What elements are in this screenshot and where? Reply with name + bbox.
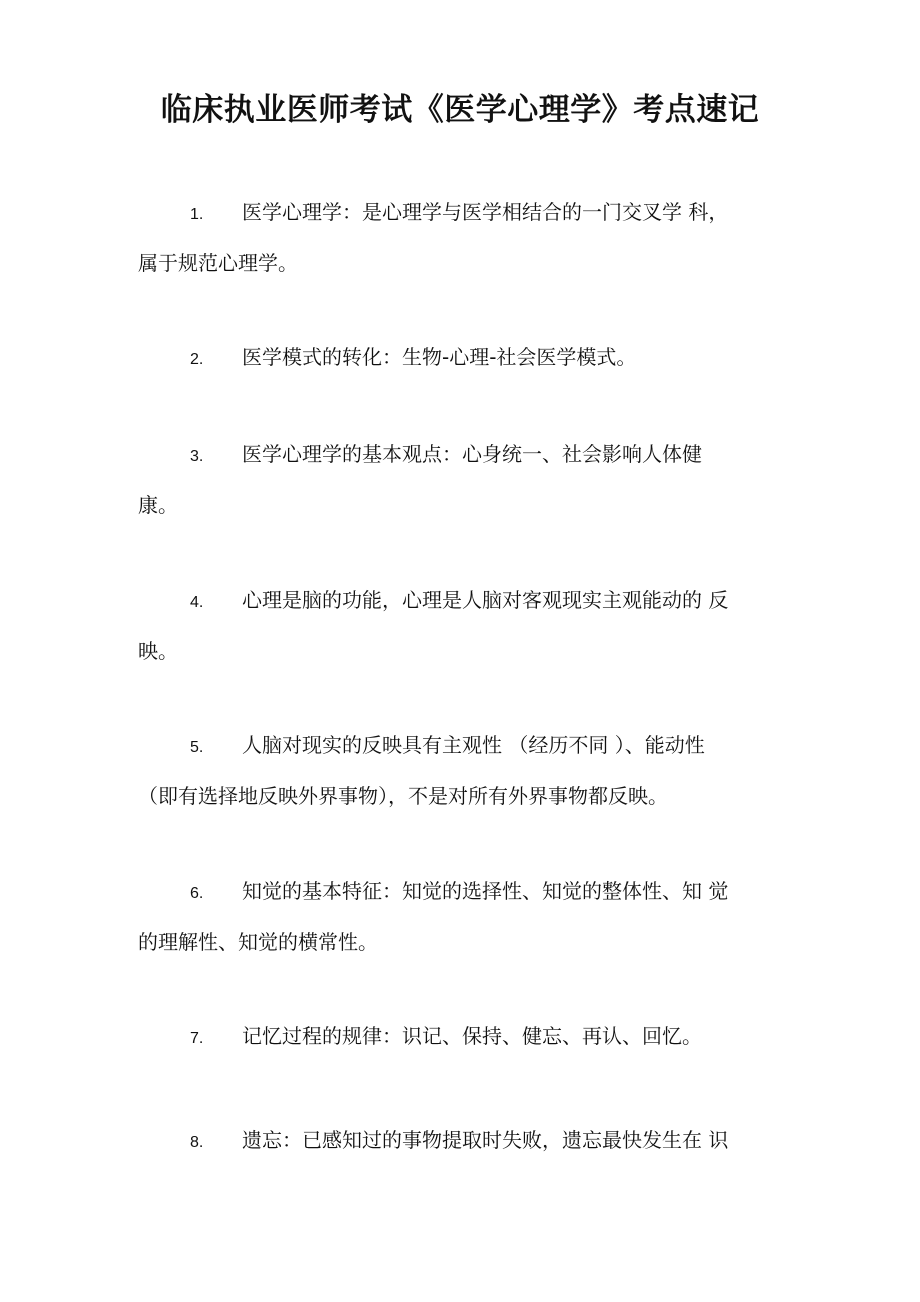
item-text-line1: 医学模式的转化：生物-心理-社会医学模式。 — [242, 345, 637, 369]
item-text-line1: 心理是脑的功能，心理是人脑对客观现实主观能动的 反 — [242, 588, 729, 612]
item-text-line2: （即有选择地反映外界事物），不是对所有外界事物都反映。 — [138, 784, 668, 808]
item-text-line1: 记忆过程的规律：识记、保持、健忘、再认、回忆。 — [242, 1024, 702, 1048]
list-item — [138, 1116, 778, 1167]
item-number: 4. — [190, 594, 204, 611]
list-item — [138, 1012, 778, 1063]
item-text-line2: 属于规范心理学。 — [138, 251, 298, 275]
list-item — [138, 721, 778, 820]
item-text-line1: 知觉的基本特征：知觉的选择性、知觉的整体性、知 觉 — [242, 879, 729, 903]
item-text-line1: 人脑对现实的反映具有主观性 （经历不同 ）、能动性 — [242, 733, 705, 757]
item-text-line2: 康。 — [138, 493, 178, 517]
document-title: 临床执业医师考试《医学心理学》考点速记 — [160, 92, 760, 128]
list-item — [138, 430, 778, 529]
item-text-line2: 映。 — [138, 639, 178, 663]
list-item — [138, 576, 778, 675]
item-text-line1: 医学心理学的基本观点：心身统一、社会影响人体健 — [242, 442, 702, 466]
item-number: 1. — [190, 206, 204, 223]
item-number: 5. — [190, 739, 204, 756]
item-number: 7. — [190, 1030, 204, 1047]
list-item — [138, 188, 778, 287]
item-number: 6. — [190, 885, 204, 902]
list-item — [138, 867, 778, 966]
item-text-line1: 医学心理学：是心理学与医学相结合的一门交叉学 科， — [242, 200, 729, 224]
item-text-line2: 的理解性、知觉的横常性。 — [138, 930, 378, 954]
item-number: 3. — [190, 448, 204, 465]
item-text-line1: 遗忘：已感知过的事物提取时失败，遗忘最快发生在 识 — [242, 1128, 729, 1152]
item-number: 2. — [190, 351, 204, 368]
item-number: 8. — [190, 1134, 204, 1151]
list-item — [138, 333, 778, 384]
